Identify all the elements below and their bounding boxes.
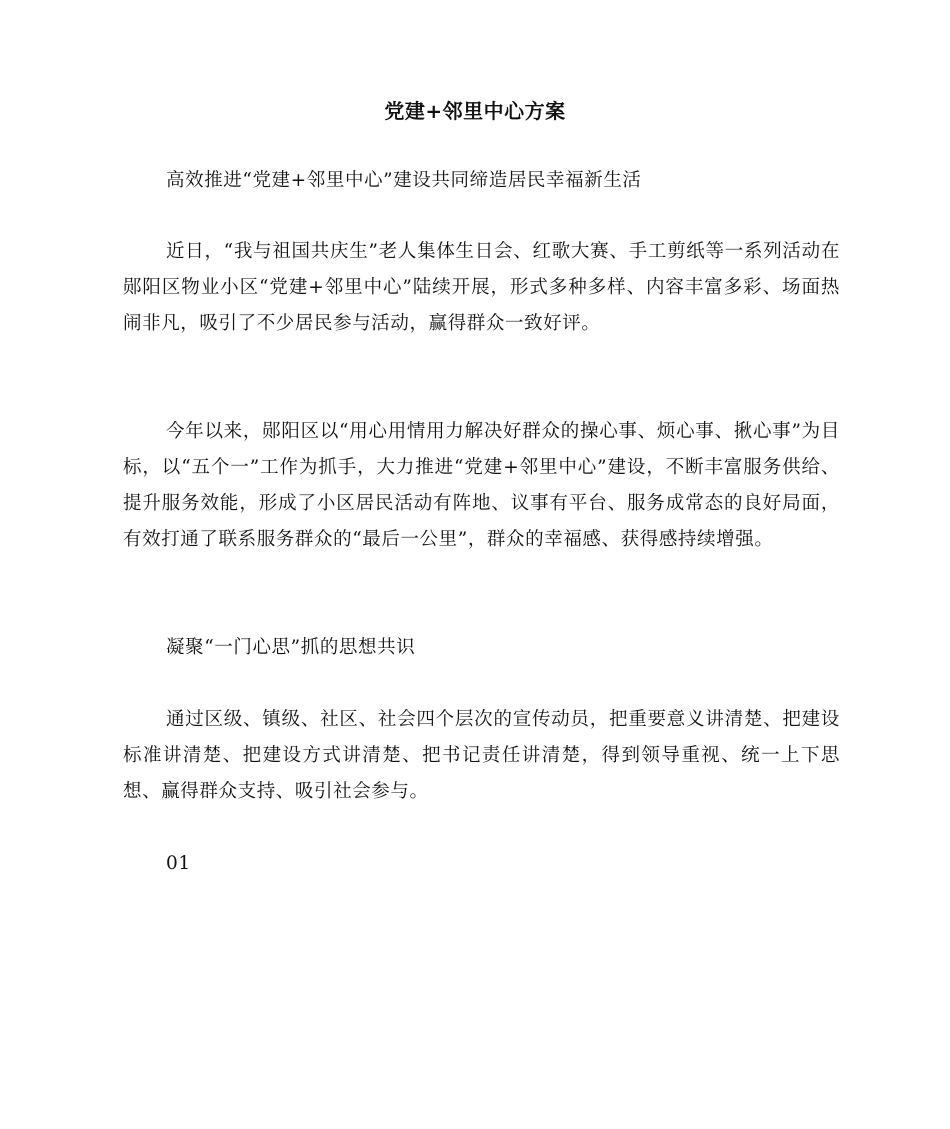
section-heading: 凝聚“一门心思”抓的思想共识 <box>166 637 416 658</box>
body-paragraph-goals: 今年以来，郧阳区以“用心用情用力解决好群众的操心事、烦心事、揪心事”为目标，以“五个一”工作为抓手，大力推进“党建+邻里中心”建设，不断丰富服务供给、提升服务效能，形成了小区居民活动有阵地、议事有平台、服务成常态的良好局面，有效打通了联系服务群众的“最后一公里”，群众的幸福感、获得感持续增强。 <box>123 421 840 550</box>
section-number: 01 <box>166 853 191 874</box>
body-paragraph-mobilization: 通过区级、镇级、社区、社会四个层次的宣传动员，把重要意义讲清楚、把建设标准讲清楚、把建设方式讲清楚、把书记责任讲清楚，得到领导重视、统一上下思想、赢得群众支持、吸引社会参与。 <box>123 709 840 802</box>
body-paragraph-intro: 近日，“我与祖国共庆生”老人集体生日会、红歌大赛、手工剪纸等一系列活动在郧阳区物业小区“党建+邻里中心”陆续开展，形式多种多样、内容丰富多彩、场面热闹非凡，吸引了不少居民参与活动，赢得群众一致好评。 <box>123 241 840 334</box>
document-title: 党建+邻里中心方案 <box>384 99 566 123</box>
subtitle-paragraph: 高效推进“党建+邻里中心”建设共同缔造居民幸福新生活 <box>166 170 642 191</box>
